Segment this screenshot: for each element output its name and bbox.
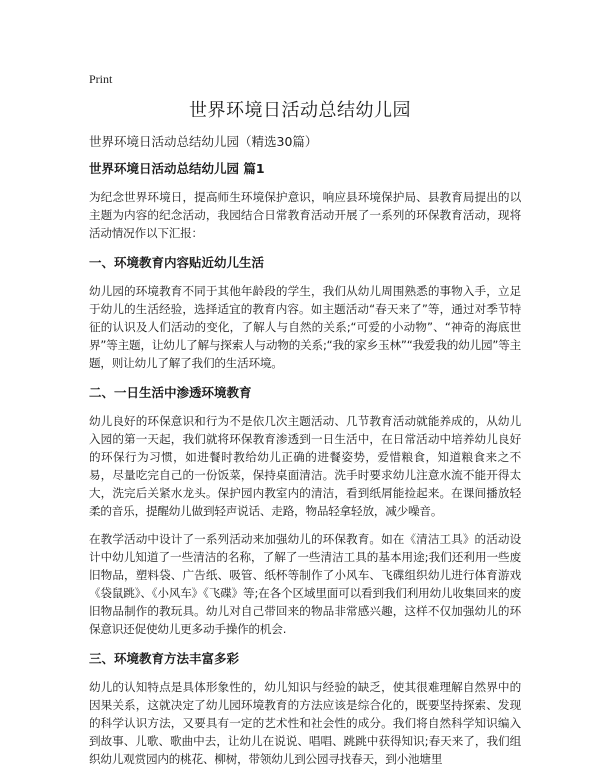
page-title: 世界环境日活动总结幼儿园 xyxy=(189,100,411,121)
intro-paragraph: 为纪念世界环境日，提高师生环境保护意识，响应县环境保护局、县教育局提出的以主题为内容的纪念活动，我园结合日常教育活动开展了一系列的环保教育活动，现将活动情况作以下汇报： xyxy=(89,190,521,240)
section-3-paragraph-1: 幼儿的认知特点是具体形象性的，幼儿知识与经验的缺乏，使其很难理解自然界中的因果关系，这就决定了幼儿园环境教育的方法应该是综合化的，既要坚持探索、发现的科学认识方法，又要具有一定的艺术性和社会性的成分。我们将自然科学知识编入到故事、儿歌、歌曲中去，让幼儿在说说、唱唱、跳跳中获得知识;春天来了，我们组织幼儿观赏园内的桃花、柳树，带领幼儿到公园寻找春天，到小池塘里 xyxy=(89,680,521,766)
section-heading-3: 三、环境教育方法丰富多彩 xyxy=(89,651,240,666)
section-heading-1: 一、环境教育内容贴近幼儿生活 xyxy=(89,255,265,270)
section-heading-2: 二、一日生活中渗透环境教育 xyxy=(89,385,252,400)
section-2-paragraph-1: 幼儿良好的环保意识和行为不是依几次主题活动、几节教育活动就能养成的，从幼儿入园的第一天起，我们就将环保教育渗透到一日生活中，在日常活动中培养幼儿良好的环保行为习惯，如进餐时教给幼儿正确的进餐姿势，爱惜粮食，知道粮食来之不易，尽量吃完自己的一份饭菜，保持桌面清洁。洗手时要求幼儿注意水流不能开得太大，洗完后关紧水龙头。保护园内教室内的清洁，看到纸屑能捡起来。在课间播放轻柔的音乐，提醒幼儿做到轻声说话、走路，物品轻拿轻放，减少噪音。 xyxy=(89,414,521,518)
print-link[interactable]: Print xyxy=(89,72,113,86)
article-heading: 世界环境日活动总结幼儿园 篇1 xyxy=(89,161,265,176)
section-1-paragraph-1: 幼儿园的环境教育不同于其他年龄段的学生，我们从幼儿周围熟悉的事物入手，立足于幼儿的生活经验，选择适宜的教育内容。如主题活动“春天来了”等，通过对季节特征的认识及人们活动的变化，了解人与自然的关系;“可爱的小动物”、“神奇的海底世界”等主题，让幼儿了解与探索人与动物的关系;“我的家乡玉林”“我爱我的幼儿园”等主题，则让幼儿了解了我们的生活环境。 xyxy=(89,284,521,370)
article-body xyxy=(89,160,521,778)
section-2-paragraph-2: 在教学活动中设计了一系列活动来加强幼儿的环保教育。如在《清洁工具》的活动设计中幼儿知道了一些清洁的名称，了解了一些清洁工具的基本用途;我们还利用一些废旧物品，塑料袋、广告纸、吸管、纸杯等制作了小风车、飞碟组织幼儿进行体育游戏《袋鼠跳》、《小风车》《飞碟》等;在各个区域里面可以看到我们利用幼儿收集回来的废旧物品制作的教玩具。幼儿对自己带回来的物品非常感兴趣，这样不仅加强幼儿的环保意识还促使幼儿更多动手操作的机会. xyxy=(89,532,521,636)
document-subtitle: 世界环境日活动总结幼儿园（精选30篇） xyxy=(89,134,318,149)
